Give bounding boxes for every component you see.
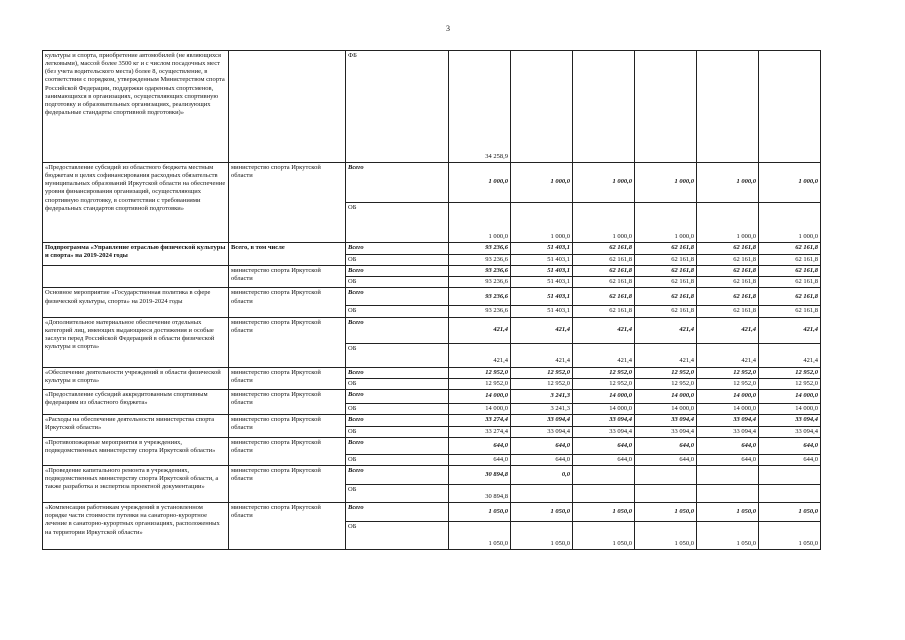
funding-source-cell: Всего [346, 414, 449, 426]
activity-name-cell: «Дополнительное материальное обеспечение отдельных категорий лиц, имеющих выдающиеся достижения и особые заслуги перед Российской Федерацией в области физической культуры и спорта» [43, 317, 229, 367]
amount-cell: 421,4 [635, 317, 697, 343]
amount-cell: 62 161,8 [697, 277, 759, 288]
activity-name-cell: культуры и спорта, приобретение автомобилей (не являющихся легковыми), массой более 3500 кг и с числом посадочных мест (без учета водительского места) более 8, осуществление, в соответствии с порядком, утвержденным Министерством спорта Российской Федерации, поддержки одаренных спортсменов, занимающихся в организациях, осуществляющих спортивную подготовку и образовательных организациях, реализующих федеральные стандарты спортивной подготовки)» [43, 51, 229, 163]
amount-cell: 1 000,0 [449, 163, 511, 203]
amount-cell: 12 952,0 [573, 367, 635, 378]
executor-cell: министерство спорта Иркутской области [229, 163, 346, 243]
amount-cell: 644,0 [759, 455, 821, 466]
amount-cell: 62 161,8 [635, 306, 697, 317]
amount-cell: 93 236,6 [449, 266, 511, 277]
amount-cell: 1 050,0 [635, 522, 697, 550]
amount-cell: 33 094,4 [511, 414, 573, 426]
amount-cell: 1 000,0 [635, 203, 697, 243]
amount-cell: 30 894,8 [449, 485, 511, 503]
amount-cell [573, 51, 635, 163]
amount-cell: 1 050,0 [573, 522, 635, 550]
amount-cell: 1 000,0 [759, 203, 821, 243]
amount-cell [697, 51, 759, 163]
table-row [43, 414, 821, 426]
amount-cell: 14 000,0 [573, 389, 635, 403]
amount-cell: 644,0 [449, 438, 511, 455]
amount-cell: 644,0 [697, 438, 759, 455]
amount-cell: 644,0 [573, 455, 635, 466]
amount-cell: 33 094,4 [759, 426, 821, 437]
amount-cell: 12 952,0 [697, 378, 759, 389]
amount-cell: 34 258,9 [449, 51, 511, 163]
executor-cell: министерство спорта Иркутской области [229, 389, 346, 414]
amount-cell: 644,0 [697, 455, 759, 466]
amount-cell: 644,0 [449, 455, 511, 466]
amount-cell: 33 094,4 [697, 426, 759, 437]
amount-cell: 14 000,0 [449, 389, 511, 403]
amount-cell: 62 161,8 [697, 266, 759, 277]
table-row [43, 51, 821, 163]
amount-cell: 62 161,8 [635, 288, 697, 306]
amount-cell [635, 51, 697, 163]
table-row [43, 503, 821, 522]
amount-cell: 1 000,0 [511, 163, 573, 203]
funding-source-cell: ОБ [346, 426, 449, 437]
funding-source-cell: Всего [346, 503, 449, 522]
amount-cell [759, 466, 821, 485]
amount-cell: 12 952,0 [573, 378, 635, 389]
amount-cell: 62 161,8 [635, 266, 697, 277]
funding-source-cell: Всего [346, 317, 449, 343]
amount-cell: 1 050,0 [449, 522, 511, 550]
table-row [43, 288, 821, 306]
amount-cell: 33 094,4 [573, 426, 635, 437]
table-row [43, 243, 821, 255]
amount-cell: 33 274,4 [449, 414, 511, 426]
amount-cell: 1 050,0 [759, 522, 821, 550]
funding-source-cell: Всего [346, 389, 449, 403]
amount-cell: 62 161,8 [759, 288, 821, 306]
amount-cell: 93 236,6 [449, 255, 511, 266]
amount-cell: 1 000,0 [573, 203, 635, 243]
funding-source-cell: Всего [346, 163, 449, 203]
amount-cell: 644,0 [511, 455, 573, 466]
activity-name-cell: «Предоставление субсидий аккредитованным спортивным федерациям из областного бюджета» [43, 389, 229, 414]
funding-source-cell: Всего [346, 243, 449, 255]
amount-cell: 12 952,0 [635, 378, 697, 389]
amount-cell: 33 094,4 [635, 414, 697, 426]
amount-cell: 644,0 [511, 438, 573, 455]
executor-cell [229, 51, 346, 163]
amount-cell: 33 094,4 [635, 426, 697, 437]
amount-cell: 62 161,8 [573, 306, 635, 317]
amount-cell: 93 236,6 [449, 288, 511, 306]
amount-cell: 14 000,0 [759, 389, 821, 403]
amount-cell [697, 485, 759, 503]
amount-cell [635, 466, 697, 485]
amount-cell: 12 952,0 [449, 367, 511, 378]
amount-cell: 12 952,0 [449, 378, 511, 389]
amount-cell: 51 403,1 [511, 266, 573, 277]
amount-cell: 421,4 [697, 343, 759, 367]
amount-cell: 62 161,8 [759, 277, 821, 288]
executor-cell: министерство спорта Иркутской области [229, 266, 346, 288]
amount-cell: 93 236,6 [449, 243, 511, 255]
funding-source-cell: ОБ [346, 522, 449, 550]
amount-cell: 51 403,1 [511, 288, 573, 306]
amount-cell: 30 894,8 [449, 466, 511, 485]
activity-name-cell: Подпрограмма «Управление отраслью физической культуры и спорта» на 2019-2024 годы [43, 243, 229, 266]
amount-cell [573, 466, 635, 485]
amount-cell: 421,4 [697, 317, 759, 343]
amount-cell: 1 050,0 [573, 503, 635, 522]
activity-name-cell: Основное мероприятие «Государственная политика в сфере физической культуры, спорта» на 2019-2024 годы [43, 288, 229, 317]
executor-cell: министерство спорта Иркутской области [229, 414, 346, 437]
table-row [43, 367, 821, 378]
amount-cell: 12 952,0 [759, 367, 821, 378]
table-row [43, 163, 821, 203]
amount-cell: 62 161,8 [573, 277, 635, 288]
amount-cell [759, 51, 821, 163]
amount-cell: 421,4 [573, 317, 635, 343]
table-row [43, 317, 821, 343]
amount-cell [573, 485, 635, 503]
amount-cell: 421,4 [759, 343, 821, 367]
amount-cell [511, 51, 573, 163]
table-row [43, 466, 821, 485]
funding-source-cell: ОБ [346, 306, 449, 317]
amount-cell: 1 050,0 [635, 503, 697, 522]
amount-cell: 62 161,8 [635, 255, 697, 266]
amount-cell: 644,0 [635, 455, 697, 466]
activity-name-cell: «Расходы на обеспечение деятельности министерства спорта Иркутской области» [43, 414, 229, 437]
executor-cell: министерство спорта Иркутской области [229, 503, 346, 550]
amount-cell: 33 094,4 [759, 414, 821, 426]
amount-cell: 33 094,4 [573, 414, 635, 426]
activity-name-cell [43, 266, 229, 288]
amount-cell: 93 236,6 [449, 306, 511, 317]
amount-cell: 1 050,0 [759, 503, 821, 522]
amount-cell [697, 466, 759, 485]
amount-cell: 62 161,8 [697, 288, 759, 306]
funding-source-cell: ФБ [346, 51, 449, 163]
amount-cell: 93 236,6 [449, 277, 511, 288]
amount-cell: 62 161,8 [573, 243, 635, 255]
amount-cell: 644,0 [573, 438, 635, 455]
amount-cell: 1 000,0 [511, 203, 573, 243]
amount-cell: 62 161,8 [759, 243, 821, 255]
funding-source-cell: ОБ [346, 255, 449, 266]
table-body [43, 51, 821, 550]
funding-source-cell: ОБ [346, 403, 449, 414]
amount-cell: 1 050,0 [449, 503, 511, 522]
amount-cell: 421,4 [449, 317, 511, 343]
amount-cell: 62 161,8 [697, 243, 759, 255]
funding-source-cell: Всего [346, 288, 449, 306]
amount-cell [635, 485, 697, 503]
executor-cell: министерство спорта Иркутской области [229, 367, 346, 389]
funding-source-cell: Всего [346, 438, 449, 455]
budget-table [42, 50, 821, 550]
amount-cell: 421,4 [511, 317, 573, 343]
amount-cell [759, 485, 821, 503]
activity-name-cell: «Компенсация работникам учреждений в установленном порядке части стоимости путевки на санаторно-курортное лечение в санаторно-курортных организациях, расположенных на территории Иркутской области» [43, 503, 229, 550]
amount-cell: 421,4 [573, 343, 635, 367]
executor-cell: министерство спорта Иркутской области [229, 438, 346, 466]
activity-name-cell: «Предоставление субсидий из областного бюджета местным бюджетам в целях софинансирования расходных обязательств муниципальных образований Иркутской области на обеспечение уровня финансирования организаций, осуществляющих спортивную подготовку, в соответствии с требованиями федеральных стандартов спортивной подготовки» [43, 163, 229, 243]
amount-cell: 51 403,1 [511, 243, 573, 255]
amount-cell: 12 952,0 [635, 367, 697, 378]
executor-cell: министерство спорта Иркутской области [229, 317, 346, 367]
amount-cell: 14 000,0 [697, 403, 759, 414]
amount-cell: 644,0 [759, 438, 821, 455]
activity-name-cell: «Противопожарные мероприятия в учреждениях, подведомственных министерству спорта Иркутской области» [43, 438, 229, 466]
amount-cell: 1 000,0 [635, 163, 697, 203]
amount-cell: 62 161,8 [759, 266, 821, 277]
amount-cell: 33 274,4 [449, 426, 511, 437]
amount-cell: 33 094,4 [511, 426, 573, 437]
funding-source-cell: Всего [346, 367, 449, 378]
amount-cell: 62 161,8 [697, 255, 759, 266]
amount-cell: 1 000,0 [449, 203, 511, 243]
amount-cell: 3 241,3 [511, 389, 573, 403]
amount-cell: 1 000,0 [697, 163, 759, 203]
table-row [43, 266, 821, 277]
funding-source-cell: ОБ [346, 455, 449, 466]
executor-cell: министерство спорта Иркутской области [229, 466, 346, 503]
funding-source-cell: Всего [346, 466, 449, 485]
amount-cell: 644,0 [635, 438, 697, 455]
funding-source-cell: ОБ [346, 485, 449, 503]
amount-cell: 14 000,0 [635, 389, 697, 403]
amount-cell: 51 403,1 [511, 255, 573, 266]
amount-cell: 62 161,8 [573, 266, 635, 277]
amount-cell: 1 050,0 [511, 522, 573, 550]
activity-name-cell: «Проведение капитального ремонта в учреждениях, подведомственных министерству спорта Иркутской области, а также разработка и экспертиза проектной документации» [43, 466, 229, 503]
amount-cell: 3 241,3 [511, 403, 573, 414]
funding-source-cell: ОБ [346, 378, 449, 389]
amount-cell: 62 161,8 [635, 243, 697, 255]
amount-cell: 12 952,0 [511, 367, 573, 378]
executor-cell: Всего, в том числе [229, 243, 346, 266]
amount-cell: 12 952,0 [511, 378, 573, 389]
amount-cell: 1 000,0 [573, 163, 635, 203]
amount-cell: 421,4 [511, 343, 573, 367]
amount-cell: 421,4 [635, 343, 697, 367]
amount-cell: 421,4 [759, 317, 821, 343]
amount-cell: 14 000,0 [573, 403, 635, 414]
table-row [43, 389, 821, 403]
amount-cell: 0,0 [511, 466, 573, 485]
executor-cell: министерство спорта Иркутской области [229, 288, 346, 317]
amount-cell [511, 485, 573, 503]
amount-cell: 12 952,0 [759, 378, 821, 389]
amount-cell: 1 050,0 [697, 503, 759, 522]
funding-source-cell: ОБ [346, 203, 449, 243]
amount-cell: 14 000,0 [449, 403, 511, 414]
amount-cell: 33 094,4 [697, 414, 759, 426]
funding-source-cell: ОБ [346, 277, 449, 288]
amount-cell: 62 161,8 [635, 277, 697, 288]
amount-cell: 1 000,0 [759, 163, 821, 203]
amount-cell: 1 050,0 [511, 503, 573, 522]
amount-cell: 62 161,8 [573, 255, 635, 266]
page-number: 3 [446, 24, 450, 33]
amount-cell: 62 161,8 [573, 288, 635, 306]
amount-cell: 1 050,0 [697, 522, 759, 550]
amount-cell: 14 000,0 [697, 389, 759, 403]
amount-cell: 62 161,8 [759, 255, 821, 266]
amount-cell: 14 000,0 [759, 403, 821, 414]
amount-cell: 51 403,1 [511, 277, 573, 288]
amount-cell: 51 403,1 [511, 306, 573, 317]
amount-cell: 14 000,0 [635, 403, 697, 414]
activity-name-cell: «Обеспечение деятельности учреждений в области физической культуры и спорта» [43, 367, 229, 389]
amount-cell: 421,4 [449, 343, 511, 367]
amount-cell: 1 000,0 [697, 203, 759, 243]
funding-source-cell: ОБ [346, 343, 449, 367]
table-row [43, 438, 821, 455]
amount-cell: 12 952,0 [697, 367, 759, 378]
amount-cell: 62 161,8 [759, 306, 821, 317]
amount-cell: 62 161,8 [697, 306, 759, 317]
funding-source-cell: Всего [346, 266, 449, 277]
